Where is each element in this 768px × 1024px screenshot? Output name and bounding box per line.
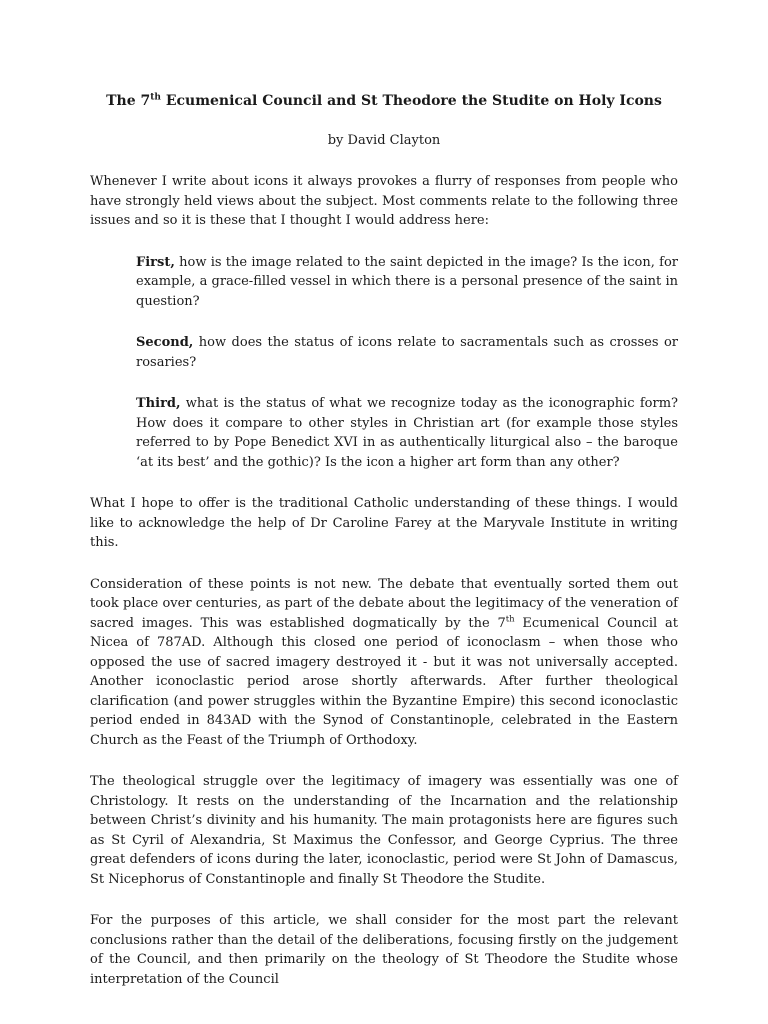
question-second-lead: Second, — [136, 335, 194, 350]
question-second — [136, 333, 678, 372]
question-third-text: what is the status of what we recognize today as the iconographic form? How does it compare to other styles in Christian art (for example those styles referred to by Pope Benedict XVI in as authentically liturgical also – the baroque ‘at its best’ and the gothic)? Is the icon a higher art form than any other? — [136, 396, 678, 470]
question-third — [136, 394, 678, 472]
question-first-lead: First, — [136, 254, 175, 270]
struggle-paragraph: The theological struggle over the legitimacy of imagery was essentially was one of Christology. It rests on the understanding of the Incarnation and the relationship between Christ’s divinity and his humanity. The main protagonists here are figures such as St Cyril of Alexandria, St Maximus the Confessor, and George Cyprius. The three great defenders of icons during the later, iconoclastic, period were St John of Damascus, St Nicephorus of Constantinople and finally St Theodore the Studite. — [90, 774, 678, 887]
document-page — [90, 92, 678, 1011]
consideration-superscript: th — [505, 614, 515, 625]
hope-paragraph: What I hope to offer is the traditional Catholic understanding of these things. I would like to acknowledge the help of Dr Caroline Farey at the Maryvale Institute in writing this. — [90, 496, 678, 550]
question-third-lead: Third, — [136, 396, 181, 411]
question-first — [136, 253, 678, 312]
purposes-paragraph: For the purposes of this article, we shall consider for the most part the relevant conclusions rather than the detail of the deliberations, focusing firstly on the judgement of the Council, and then primarily on the theology of St Theodore the Studite whose interpretation of the Council — [90, 913, 678, 987]
intro-paragraph: Whenever I write about icons it always provokes a flurry of responses from people who have strongly held views about the subject. Most comments relate to the following three issues and so it is these that I thought I would address here: — [90, 174, 678, 228]
question-second-text: how does the status of icons relate to sacramentals such as crosses or rosaries? — [136, 335, 678, 370]
title-text-start: The 7 — [106, 93, 151, 109]
author-byline: by David Clayton — [327, 133, 441, 148]
consideration-text-start: Consideration of these points is not new. The debate that eventually sorted them out took place over centuries, as part of the debate about the legitimacy of the veneration of sacred images. This was established dogmatically by the 7 — [90, 576, 678, 631]
question-first-text: how is the image related to the saint depicted in the image? Is the icon, for example, a grace-filled vessel in which there is a personal presence of the saint in question? — [136, 254, 678, 309]
consideration-text-end: Ecumenical Council at Nicea of 787AD. Although this closed one period of iconoclasm – when those who opposed the use of sacred imagery destroyed it - but it was not universally accepted. Another iconoclastic period arose shortly afterwards. After further theological clarification (and power struggles within the Byzantine Empire) this second iconoclastic period ended in 843AD with the Synod of Constantinople, celebrated in the Eastern Church as the Feast of the Triumph of Orthodoxy. — [90, 615, 678, 748]
title-text-end: Ecumenical Council and St Theodore the Studite on Holy Icons — [160, 93, 662, 109]
document-title — [90, 92, 678, 110]
consideration-paragraph — [90, 575, 678, 751]
title-superscript: th — [150, 92, 161, 103]
